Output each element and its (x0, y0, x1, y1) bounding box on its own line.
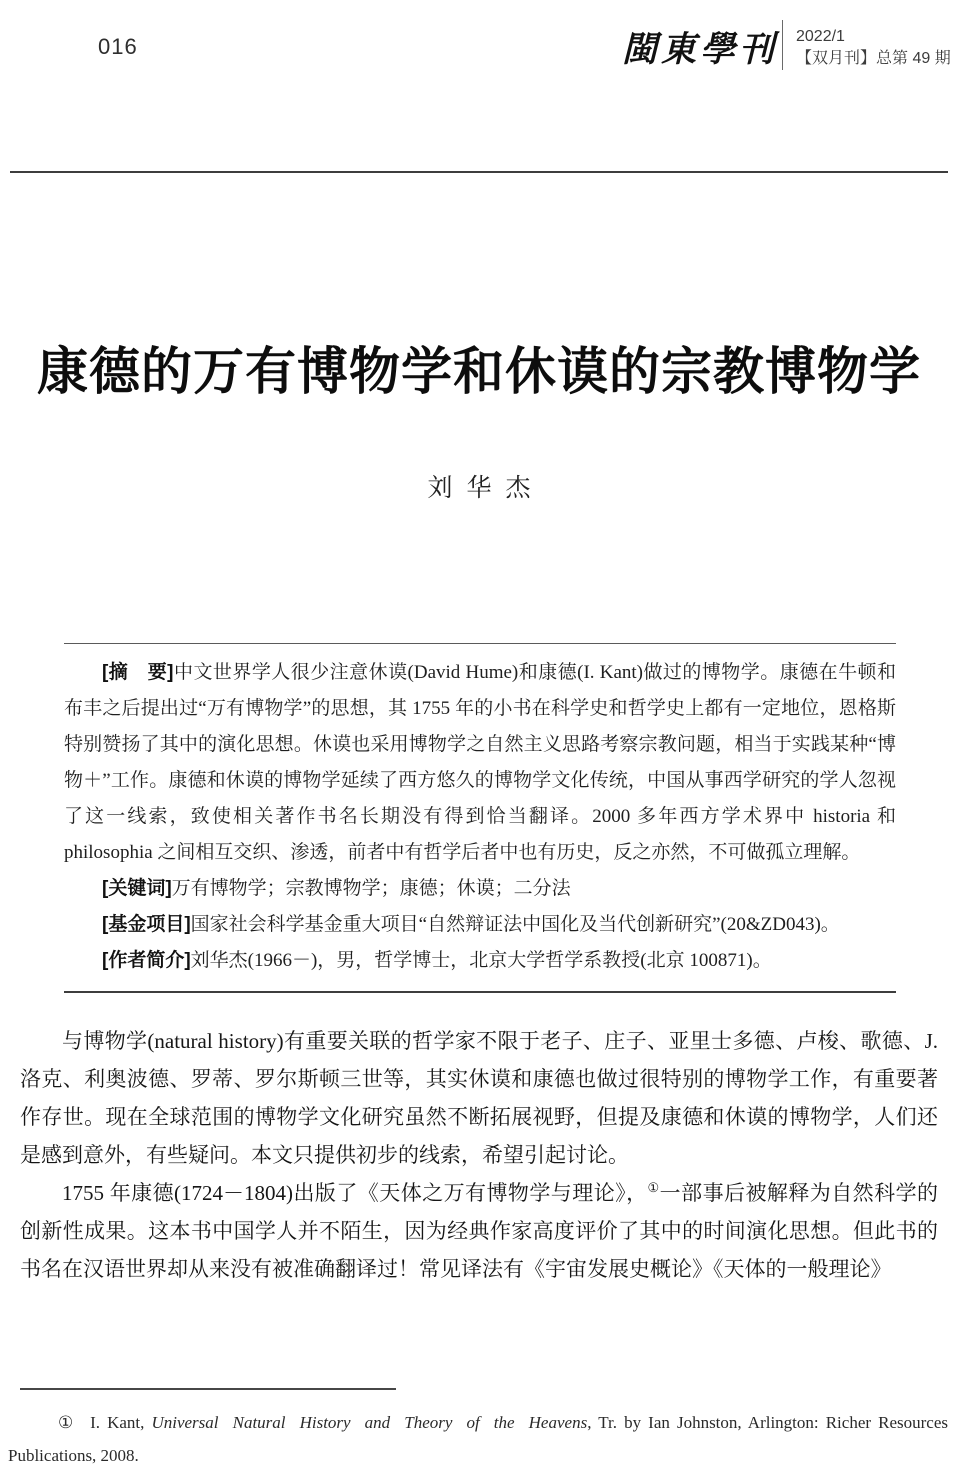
body-paragraph-1: 与博物学(natural history)有重要关联的哲学家不限于老子、庄子、亚里士多德、卢梭、歌德、J.洛克、利奥波德、罗蒂、罗尔斯顿三世等，其实休谟和康德也做过很特别的博物学工作，有重要著作存世。现在全球范围的博物学文化研究虽然不断拓展视野，但提及康德和休谟的博物学，人们还是感到意外，有些疑问。本文只提供初步的线索，希望引起讨论。 (20, 1029, 938, 1167)
header-divider (782, 20, 783, 70)
fund-line (64, 907, 896, 943)
footnote-1-book-title: Universal Natural History and Theory of the Heavens (151, 1413, 588, 1432)
issue-year: 2022/1 (796, 28, 845, 45)
journal-name-calligraphy: 閩東學刊 (622, 30, 779, 69)
footnote-area (8, 1406, 948, 1472)
abstract-block (64, 643, 896, 993)
keywords-label: [关键词] (102, 878, 172, 899)
abstract-label: [摘 要] (102, 662, 174, 683)
issue-info (796, 26, 951, 70)
article-title: 康德的万有博物学和休谟的宗教博物学 (36, 345, 921, 401)
header-rule (10, 171, 948, 173)
footnote-1-post: , Tr. by Ian Johnston, Arlington: Richer Resources Publications, 2008. (8, 1413, 948, 1465)
article-body (20, 1022, 938, 1288)
author-bio-label: [作者简介] (102, 950, 191, 971)
abstract-text: 中文世界学人很少注意休谟(David Hume)和康德(I. Kant)做过的博物学。康德在牛顿和布丰之后提出过“万有博物学”的思想，其 1755 年的小书在科学史和哲学史上都有一定地位，恩格斯特别赞扬了其中的演化思想。休谟也采用博物学之自然主义思路考察宗教问题，相当于实践某种“博物＋”工作。康德和休谟的博物学延续了西方悠久的博物学文化传统，中国从事西学研究的学人忽视了这一线索，致使相关著作书名长期没有得到恰当翻译。2000 多年西方学术界中 historia 和 philosophia 之间相互交织、渗透，前者中有哲学后者中也有历史，反之亦然，不可做孤立理解。 (64, 662, 897, 863)
footnote-1-marker: ① (58, 1413, 77, 1432)
page-number: 016 (98, 34, 138, 59)
footnote-separator-rule (20, 1388, 396, 1390)
keywords-line (64, 871, 896, 907)
footnote-1 (8, 1406, 948, 1472)
footnote-reference-1: ① (647, 1180, 660, 1195)
issue-number: 【双月刊】总第 49 期 (796, 50, 951, 67)
article-author: 刘华杰 (427, 475, 545, 502)
body-paragraph-2-continuation: 一部事后被解释为自然科学的创新性成果。这本书中国学人并不陌生，因为经典作家高度评价了其中的时间演化思想。但此书的书名在汉语世界却从来没有被准确翻译过！常见译法有《宇宙发展史概论》《天体的一般理论》 (20, 1181, 939, 1281)
footnote-1-pre: I. Kant, (90, 1413, 152, 1432)
abstract-paragraph (64, 655, 896, 871)
keywords-text: 万有博物学；宗教博物学；康德；休谟；二分法 (171, 878, 571, 899)
fund-label: [基金项目] (102, 914, 191, 935)
fund-text: 国家社会科学基金重大项目“自然辩证法中国化及当代创新研究”(20&ZD043)。 (190, 914, 840, 935)
body-paragraph-2-text: 1755 年康德(1724－1804)出版了《天体之万有博物学与理论》， (62, 1181, 648, 1205)
author-bio-text: 刘华杰(1966－)，男，哲学博士，北京大学哲学系教授(北京 100871)。 (190, 950, 772, 971)
author-bio-line (64, 943, 896, 979)
body-paragraph-2 (20, 1174, 938, 1288)
